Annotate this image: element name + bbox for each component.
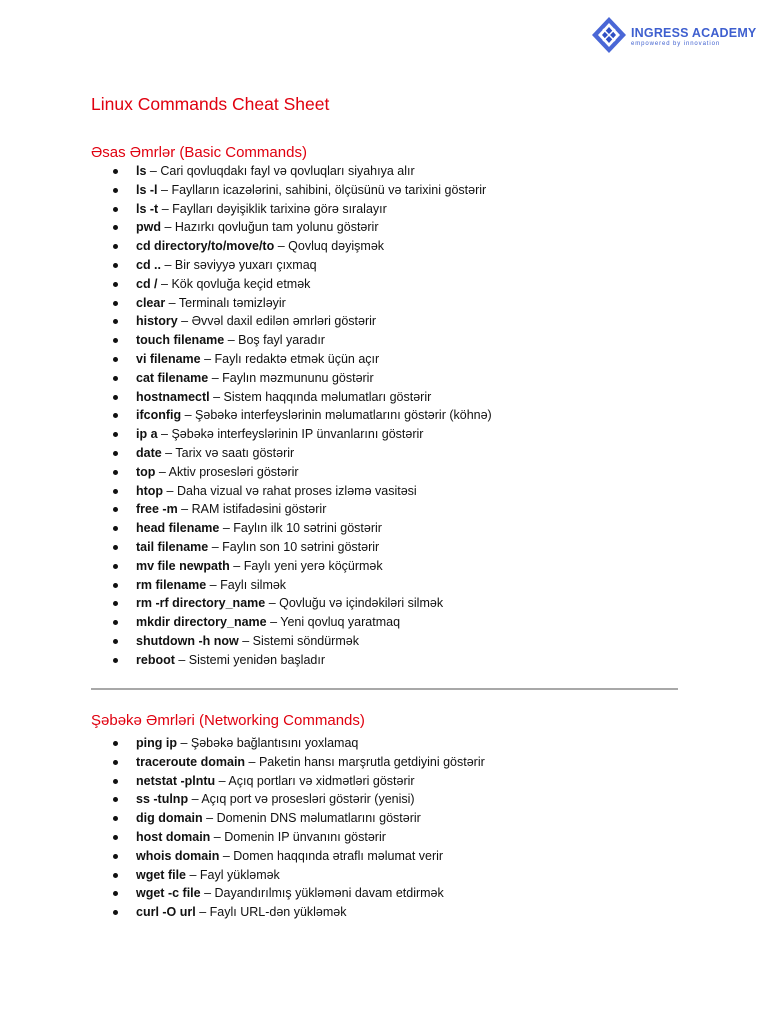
command-name: touch filename xyxy=(136,333,225,348)
command-separator: – xyxy=(163,483,177,498)
command-description: Boş fayl yaradır xyxy=(238,333,325,348)
command-separator: – xyxy=(186,867,200,882)
command-name: ip a xyxy=(136,427,158,442)
bullet-icon xyxy=(113,301,118,306)
bullet-icon xyxy=(113,601,118,606)
bullet-icon xyxy=(113,225,118,230)
command-name: cd .. xyxy=(136,257,162,272)
list-item xyxy=(91,866,485,885)
command-separator: – xyxy=(157,276,172,291)
command-name: ls xyxy=(136,164,147,178)
command-description: Faylın ilk 10 sətrini göstərir xyxy=(233,521,382,536)
command-description: Fayl yükləmək xyxy=(199,867,280,882)
command-separator: – xyxy=(177,502,192,517)
command-name: ifconfig xyxy=(136,408,182,423)
list-item xyxy=(91,312,492,331)
command-separator: – xyxy=(266,615,281,630)
command-separator: – xyxy=(176,736,191,750)
command-name: cd / xyxy=(136,276,158,291)
bullet-icon xyxy=(113,526,118,531)
list-item xyxy=(91,218,492,237)
list-item xyxy=(91,734,485,753)
bullet-icon xyxy=(113,583,118,588)
bullet-icon xyxy=(113,797,118,802)
command-separator: – xyxy=(219,521,234,536)
list-item xyxy=(91,162,492,181)
command-description: Şəbəkə interfeyslərinin IP ünvanlarını göstərir xyxy=(171,427,424,442)
command-separator: – xyxy=(245,754,259,769)
list-item xyxy=(91,651,492,670)
bullet-icon xyxy=(113,244,118,249)
command-separator: – xyxy=(215,773,229,788)
command-description: Faylların icazələrini, sahibini, ölçüsünü və tarixini göstərir xyxy=(171,182,487,197)
networking-commands-list xyxy=(91,734,485,922)
bullet-icon xyxy=(113,564,118,569)
command-separator: – xyxy=(165,295,179,310)
list-item xyxy=(91,200,492,219)
command-separator: – xyxy=(200,351,215,366)
command-name: ls -l xyxy=(136,182,158,197)
list-item xyxy=(91,903,485,922)
list-item xyxy=(91,237,492,256)
command-separator: – xyxy=(174,652,189,667)
command-description: Aktiv prosesləri göstərir xyxy=(168,464,299,479)
command-separator: – xyxy=(177,314,192,329)
command-name: dig domain xyxy=(136,811,203,826)
bullet-icon xyxy=(113,779,118,784)
command-name: date xyxy=(136,445,162,460)
bullet-icon xyxy=(113,357,118,362)
bullet-icon xyxy=(113,507,118,512)
list-item xyxy=(91,809,485,828)
command-name: rm -rf directory_name xyxy=(136,596,266,611)
list-item xyxy=(91,181,492,200)
command-separator: – xyxy=(210,829,225,844)
command-name: mkdir directory_name xyxy=(136,615,267,630)
command-description: Faylı redaktə etmək üçün açır xyxy=(214,351,380,366)
list-item xyxy=(91,594,492,613)
command-name: hostnamectl xyxy=(136,389,210,404)
ingress-academy-logo xyxy=(591,16,761,56)
command-separator: – xyxy=(188,792,202,807)
command-separator: – xyxy=(238,633,253,648)
list-item xyxy=(91,331,492,350)
command-description: Faylı URL-dən yükləmək xyxy=(209,905,347,920)
bullet-icon xyxy=(113,207,118,212)
list-item xyxy=(91,519,492,538)
command-separator: – xyxy=(206,577,221,592)
command-description: Sistemi yenidən başladır xyxy=(188,652,325,667)
command-description: Əvvəl daxil edilən əmrləri göstərir xyxy=(191,314,377,329)
list-item xyxy=(91,294,492,313)
command-separator: – xyxy=(157,427,172,442)
list-item xyxy=(91,256,492,275)
bullet-icon xyxy=(113,263,118,268)
bullet-icon xyxy=(113,639,118,644)
command-description: Domen haqqında ətraflı məlumat verir xyxy=(233,848,444,863)
bullet-icon xyxy=(113,413,118,418)
command-description: Tarix və saatı göstərir xyxy=(175,445,295,460)
command-separator: – xyxy=(224,333,239,348)
command-separator: – xyxy=(274,239,289,254)
list-item xyxy=(91,275,492,294)
list-item xyxy=(91,557,492,576)
command-description: Kök qovluğa keçid etmək xyxy=(171,276,311,291)
diamond-logo-icon xyxy=(591,16,627,54)
command-name: cd directory/to/move/to xyxy=(136,239,275,254)
bullet-icon xyxy=(113,282,118,287)
command-name: wget file xyxy=(136,867,187,882)
command-description: Cari qovluqdakı fayl və qovluqları siyahıya alır xyxy=(160,164,415,178)
command-description: Hazırkı qovluğun tam yolunu göstərir xyxy=(174,220,379,235)
command-description: Faylın son 10 sətrini göstərir xyxy=(222,539,380,554)
bullet-icon xyxy=(113,188,118,193)
document-title: Linux Commands Cheat Sheet xyxy=(91,94,330,114)
command-separator: – xyxy=(208,370,223,385)
command-description: Şəbəkə interfeyslərinin məlumatlarını göstərir (köhnə) xyxy=(195,408,492,423)
command-description: Faylı yeni yerə köçürmək xyxy=(243,558,383,573)
bullet-icon xyxy=(113,432,118,437)
bullet-icon xyxy=(113,891,118,896)
command-separator: – xyxy=(146,164,161,178)
bullet-icon xyxy=(113,658,118,663)
command-description: Qovluq dəyişmək xyxy=(288,239,385,254)
command-name: vi filename xyxy=(136,351,201,366)
logo-name: INGRESS ACADEMY xyxy=(631,26,757,40)
command-separator: – xyxy=(158,201,173,216)
command-description: Paketin hansı marşrutla getdiyini göstərir xyxy=(258,754,485,769)
command-separator: – xyxy=(161,220,175,235)
bullet-icon xyxy=(113,835,118,840)
list-item xyxy=(91,632,492,651)
command-description: Faylın məzmununu göstərir xyxy=(222,370,374,385)
list-item xyxy=(91,444,492,463)
bullet-icon xyxy=(113,545,118,550)
section-heading-networking: Şəbəkə Əmrləri (Networking Commands) xyxy=(91,712,365,729)
command-separator: – xyxy=(200,886,215,901)
bullet-icon xyxy=(113,451,118,456)
command-separator: – xyxy=(161,445,176,460)
command-separator: – xyxy=(181,408,196,423)
list-item xyxy=(91,828,485,847)
bullet-icon xyxy=(113,854,118,859)
command-description: Şəbəkə bağlantısını yoxlamaq xyxy=(190,736,359,750)
command-separator: – xyxy=(195,905,210,920)
command-separator: – xyxy=(208,539,223,554)
command-name: ping ip xyxy=(136,736,177,750)
command-separator: – xyxy=(202,811,217,826)
bullet-icon xyxy=(113,873,118,878)
command-name: mv file newpath xyxy=(136,558,230,573)
list-item xyxy=(91,463,492,482)
command-name: history xyxy=(136,314,178,329)
command-name: host domain xyxy=(136,829,211,844)
command-name: head filename xyxy=(136,521,220,536)
command-name: shutdown -h now xyxy=(136,633,239,648)
list-item xyxy=(91,482,492,501)
command-description: Daha vizual və rahat proses izləmə vasitəsi xyxy=(176,483,417,498)
command-description: Sistemi söndürmək xyxy=(252,633,359,648)
command-separator: – xyxy=(229,558,244,573)
bullet-icon xyxy=(113,910,118,915)
list-item xyxy=(91,425,492,444)
command-name: whois domain xyxy=(136,848,220,863)
command-name: netstat -plntu xyxy=(136,773,216,788)
command-description: Açıq port və prosesləri göstərir (yenisi) xyxy=(201,792,415,807)
list-item xyxy=(91,753,485,772)
command-separator: – xyxy=(161,257,175,272)
list-item xyxy=(91,369,492,388)
bullet-icon xyxy=(113,395,118,400)
command-name: ls -t xyxy=(136,201,159,216)
command-name: top xyxy=(136,464,156,479)
command-name: rm filename xyxy=(136,577,207,592)
list-item xyxy=(91,538,492,557)
bullet-icon xyxy=(113,376,118,381)
command-description: Bir səviyyə yuxarı çıxmaq xyxy=(174,257,317,272)
command-description: Yeni qovluq yaratmaq xyxy=(280,615,401,630)
section-heading-basic: Əsas Əmrlər (Basic Commands) xyxy=(91,144,307,161)
command-name: clear xyxy=(136,295,166,310)
bullet-icon xyxy=(113,319,118,324)
command-description: Terminalı təmizləyir xyxy=(178,295,286,310)
bullet-icon xyxy=(113,620,118,625)
command-description: Açıq portları və xidmətləri göstərir xyxy=(228,773,415,788)
list-item xyxy=(91,790,485,809)
command-separator: – xyxy=(155,464,169,479)
list-item xyxy=(91,613,492,632)
bullet-icon xyxy=(113,338,118,343)
list-item xyxy=(91,772,485,791)
list-item xyxy=(91,500,492,519)
command-name: free -m xyxy=(136,502,178,517)
command-description: RAM istifadəsini göstərir xyxy=(191,502,327,517)
command-name: ss -tulnp xyxy=(136,792,189,807)
list-item xyxy=(91,576,492,595)
command-name: tail filename xyxy=(136,539,209,554)
command-description: Sistem haqqında məlumatları göstərir xyxy=(223,389,432,404)
bullet-icon xyxy=(113,489,118,494)
command-name: wget -c file xyxy=(136,886,201,901)
basic-commands-list xyxy=(91,162,492,670)
logo-tagline: empowered by innovation xyxy=(631,41,721,47)
bullet-icon xyxy=(113,816,118,821)
command-description: Domenin DNS məlumatlarını göstərir xyxy=(216,811,421,826)
command-name: htop xyxy=(136,483,164,498)
command-description: Faylı silmək xyxy=(220,577,287,592)
section-divider xyxy=(91,688,678,690)
command-separator: – xyxy=(219,848,234,863)
command-separator: – xyxy=(209,389,224,404)
bullet-icon xyxy=(113,470,118,475)
command-description: Faylları dəyişiklik tarixinə görə sıralayır xyxy=(172,201,387,216)
list-item xyxy=(91,847,485,866)
list-item xyxy=(91,350,492,369)
command-description: Domenin IP ünvanını göstərir xyxy=(224,829,386,844)
command-name: curl -O url xyxy=(136,905,196,920)
bullet-icon xyxy=(113,760,118,765)
list-item xyxy=(91,388,492,407)
command-name: reboot xyxy=(136,652,175,667)
bullet-icon xyxy=(113,169,118,174)
command-description: Qovluğu və içindəkiləri silmək xyxy=(279,596,444,611)
command-separator: – xyxy=(265,596,280,611)
command-separator: – xyxy=(157,182,172,197)
bullet-icon xyxy=(113,741,118,746)
list-item xyxy=(91,406,492,425)
command-description: Dayandırılmış yükləməni davam etdirmək xyxy=(214,886,444,901)
command-name: pwd xyxy=(136,220,161,235)
command-name: traceroute domain xyxy=(136,754,246,769)
list-item xyxy=(91,884,485,903)
command-name: cat filename xyxy=(136,370,209,385)
